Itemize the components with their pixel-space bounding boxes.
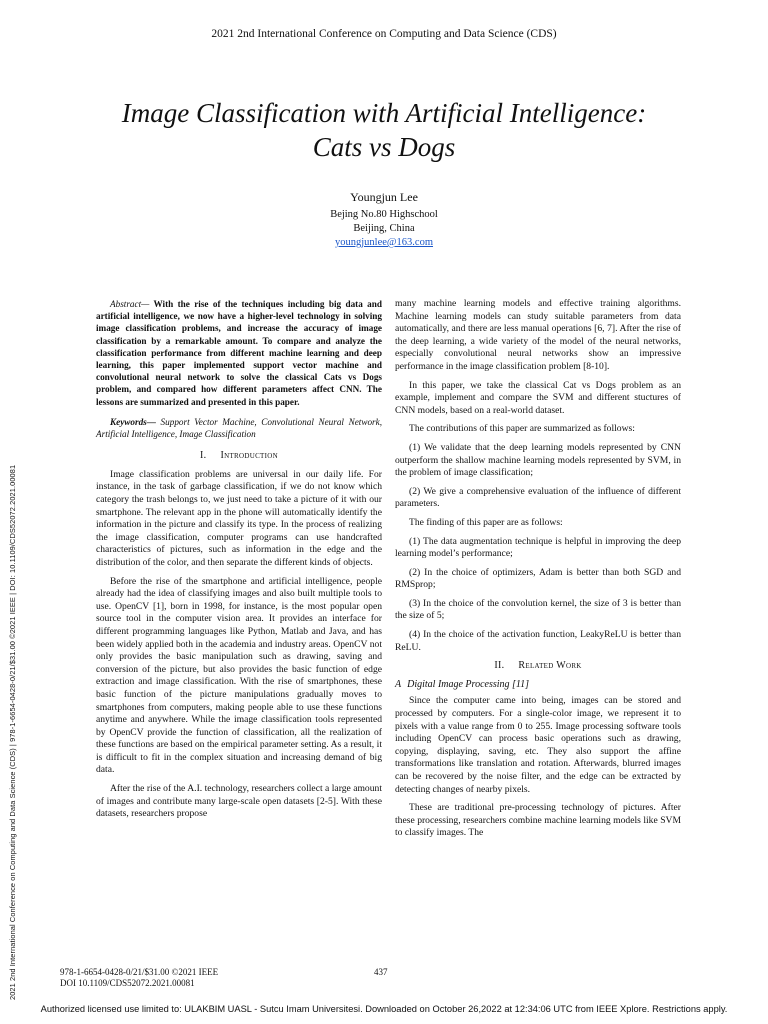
author-location: Beijing, China bbox=[353, 223, 415, 234]
section-heading-related-work bbox=[395, 660, 681, 673]
paragraph: After the rise of the A.I. technology, researchers collect a large amount of images and contribute many large-scale open datasets [2-5]. With these datasets, researchers propose bbox=[96, 783, 382, 820]
paper-title-line2: Cats vs Dogs bbox=[312, 132, 456, 162]
section-number: I. bbox=[200, 450, 207, 462]
license-notice: Authorized licensed use limited to: ULAKBIM UASL - Sutcu Imam Universitesi. Downloaded on October 26,2022 at 12:34:06 UTC from IEEE Xplore. Restrictions apply. bbox=[40, 1004, 728, 1014]
section-heading-introduction bbox=[96, 450, 382, 463]
paragraph: many machine learning models and effective training algorithms. Machine learning models can study suitable parameters from data automatically, and there are less manual operations [6, 7]. After the rise of the deep learning, a wide variety of the model of the neural networks, especially convolutional neural networks show an impressive performance in the image classification problem [8-10]. bbox=[395, 298, 681, 372]
footer-doi: DOI 10.1109/CDS52072.2021.00081 bbox=[60, 978, 195, 988]
keywords-text: Support Vector Machine, Convolutional Neural Network, Artificial Intelligence, Image Classification bbox=[96, 416, 383, 440]
paper-title-line1: Image Classification with Artificial Intelligence: bbox=[121, 98, 647, 128]
subsection-title: Digital Image Processing [11] bbox=[407, 678, 530, 690]
right-column bbox=[395, 298, 681, 846]
paragraph: The contributions of this paper are summarized as follows: bbox=[409, 423, 635, 435]
footer-isbn: 978-1-6654-0428-0/21/$31.00 ©2021 IEEE bbox=[60, 967, 219, 977]
paragraph: (1) The data augmentation technique is helpful in improving the deep learning model’s performance; bbox=[395, 535, 681, 560]
abstract bbox=[96, 298, 382, 408]
author-affiliation: Bejing No.80 Highschool bbox=[330, 209, 438, 220]
paragraph: (3) In the choice of the convolution kernel, the size of 3 is better than the size of 5; bbox=[395, 597, 681, 622]
left-column bbox=[96, 298, 382, 827]
section-title: Introduction bbox=[220, 450, 278, 462]
paragraph: In this paper, we take the classical Cat vs Dogs problem as an example, implement and compare the SVM and different stuctures of CNN models, based on a real-world dataset. bbox=[395, 379, 681, 416]
side-doi-strip: 2021 2nd International Conference on Computing and Data Science (CDS) | 978-1-6654-0428-0/21/$31.00 ©2021 IEEE | DOI: 10.1109/CDS52072.2021.00081 bbox=[8, 464, 17, 1000]
paragraph: The finding of this paper are as follows: bbox=[409, 516, 563, 528]
section-number: II. bbox=[494, 660, 505, 672]
abstract-text: With the rise of the techniques including big data and artificial intelligence, we now have a higher-level technology in solving image classification problems, and increase the accuracy of image classification by a remarkable amount. To compare and analyze the classification performance from different machine learning and deep learning, this paper implemented support vector machine and convolutional neural network to solve the classical Cats vs Dogs problem, and compared how different parameters affect CNN. The lessons are summarized and presented in this paper. bbox=[96, 299, 382, 407]
conference-header: 2021 2nd International Conference on Computing and Data Science (CDS) bbox=[211, 28, 557, 40]
paragraph: (2) In the choice of optimizers, Adam is better than both SGD and RMSprop; bbox=[395, 566, 681, 591]
abstract-label: Abstract— bbox=[110, 299, 150, 309]
paragraph: Before the rise of the smartphone and artificial intelligence, people already had the idea of classifying images and also built multiple tools to use. OpenCV [1], born in 1998, for instance, is the most popular open source tool in the computer vision area. It provides an interface for different programming languages like Python, Matlab and Java, and has been widely applied both in the academia and industry areas. OpenCV not only provides the basic manipulation such as drawing, saving and conversion of the picture, but also provides the basic function of edge extraction and image classification. With the rise of smartphones, these basic function of the picture manipulations gradually moves to smartphones from computers, making people able to use these functions anytime and anywhere. While the image classification tools represented by OpenCV provide the function of classification, all the realization of these functions are based on the empirical parameter setting. As a result, it is difficult to fit in the complex situation and increasing demand of big data. bbox=[96, 575, 382, 776]
keywords bbox=[96, 416, 382, 440]
author-email-link[interactable]: youngjunlee@163.com bbox=[334, 237, 434, 248]
paragraph: Image classification problems are universal in our daily life. For instance, in the task of garbage classification, if we do not know which category the trash belongs to, we just need to take a picture of it with our smartphone. The relevant app in the phone will automatically identify the information in the picture and classify its type. In the process of realizing the image classification, computer programs can use handcrafted characteristics of pictures, such as information in the edge and the distribution of the color, and then separate the different kinds of objects. bbox=[96, 468, 382, 568]
paragraph: Since the computer came into being, images can be stored and processed by computers. For a single-color image, we represent it to pixels with a value range from 0 to 255. Image processing software tools including OpenCV can process basic operations such as drawing, copying, displaying, saving, etc. They also support the affine transformations like translation and rotation. Afterwards, blurred images can be recovered by the noise filter, and the edge can be extracted by detecting changes of nearby pixels. bbox=[395, 695, 681, 795]
keywords-label: Keywords— bbox=[110, 416, 156, 427]
paragraph: These are traditional pre-processing technology of pictures. After these processing, researchers combine machine learning models like SVM to classify images. The bbox=[395, 802, 681, 839]
author-name: Youngjun Lee bbox=[350, 190, 418, 204]
section-title: Related Work bbox=[518, 660, 582, 672]
page-number: 437 bbox=[374, 967, 388, 977]
paragraph: (1) We validate that the deep learning models represented by CNN outperform the shallow machine learning models represented by SVM, in the problem of image classification; bbox=[395, 441, 681, 479]
paragraph: (4) In the choice of the activation function, LeakyReLU is better than ReLU. bbox=[395, 629, 681, 653]
author-block bbox=[0, 190, 768, 250]
subsection-heading-digital-image-processing bbox=[395, 679, 681, 692]
subsection-number: A bbox=[395, 678, 402, 690]
paper-title bbox=[60, 96, 708, 164]
paragraph: (2) We give a comprehensive evaluation of the influence of different parameters. bbox=[395, 485, 681, 510]
footer-identifiers bbox=[60, 967, 218, 989]
